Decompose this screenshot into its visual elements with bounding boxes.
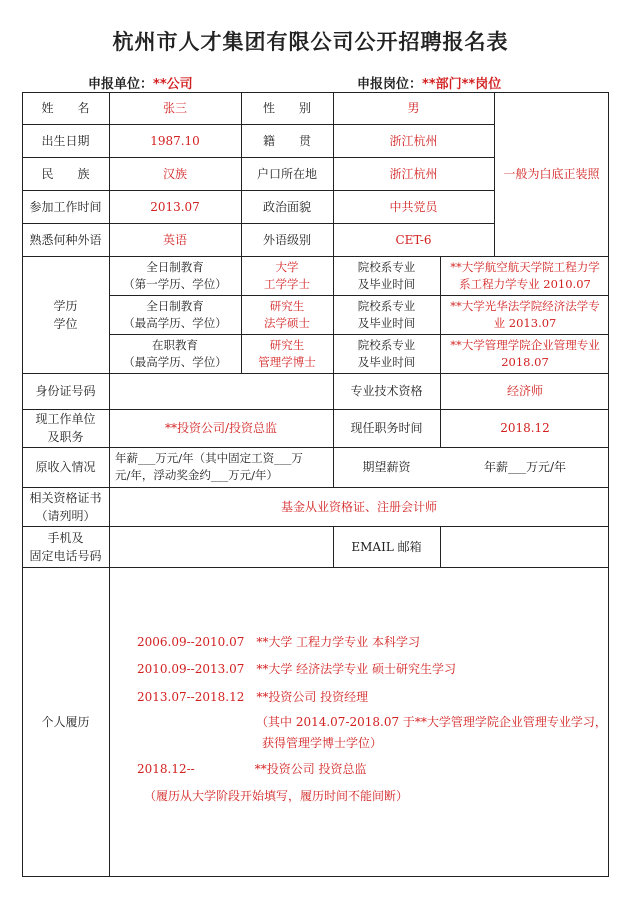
income-label: 原收入情况	[35, 460, 96, 474]
expected-value[interactable]: 年薪___万元/年	[483, 460, 567, 474]
hukou-label: 户口所在地	[256, 166, 317, 181]
id-value[interactable]	[109, 373, 333, 409]
political-value[interactable]: 中共党员	[389, 199, 438, 214]
education-label	[22, 256, 109, 373]
edu-degree-2[interactable]: 研究生 法学硕士	[264, 298, 310, 330]
origin-value[interactable]: 浙江杭州	[389, 133, 438, 148]
name-label: 姓 名	[41, 101, 90, 115]
edu-school-value-3[interactable]: **大学管理学院企业管理专业 2018.07	[450, 337, 600, 369]
photo-placeholder[interactable]: 一般为白底正装照	[503, 167, 600, 181]
cert-label: 相关资格证书 （请列明）	[29, 490, 102, 523]
edu-school-value-2[interactable]: **大学光华法学院经济法学专业 2013.07	[450, 298, 600, 330]
gender-label: 性 别	[262, 101, 311, 115]
employer-value[interactable]: **投资公司/投资总监	[164, 421, 278, 435]
language-level-label: 外语级别	[262, 232, 311, 247]
email-label: EMAIL 邮箱	[351, 539, 422, 554]
qualification-label: 专业技术资格	[350, 384, 423, 398]
education-label-line1: 学历	[53, 298, 78, 313]
resume-line: 2010.09--2013.07 **大学 经济法学专业 硕士研究生学习	[137, 662, 456, 676]
resume-line: （其中 2014.07-2018.07 于**大学管理学院企业管理专业学习，	[256, 715, 607, 729]
language-value[interactable]: 英语	[162, 232, 187, 247]
name-value[interactable]: 张三	[162, 101, 187, 115]
edu-type-1: 全日制教育 （第一学历、学位）	[123, 259, 227, 291]
work-start-value[interactable]: 2013.07	[150, 199, 200, 214]
edu-school-label-3: 院校系专业 及毕业时间	[357, 337, 416, 369]
id-label: 身份证号码	[35, 384, 96, 398]
edu-type-2: 全日制教育 （最高学历、学位）	[123, 298, 227, 330]
language-label: 熟悉何种外语	[29, 232, 102, 247]
edu-degree-3[interactable]: 研究生 管理学博士	[258, 337, 316, 369]
expected-label: 期望薪资	[362, 460, 411, 474]
ethnic-value[interactable]: 汉族	[162, 166, 187, 181]
edu-school-label-1: 院校系专业 及毕业时间	[357, 259, 416, 291]
position-time-label: 现任职务时间	[350, 421, 423, 435]
post-label: 申报岗位：	[357, 77, 423, 92]
origin-label: 籍 贯	[262, 133, 311, 148]
email-value[interactable]	[441, 526, 609, 567]
unit-value: **公司	[153, 77, 193, 92]
political-label: 政治面貌	[262, 199, 311, 214]
phone-value[interactable]	[109, 526, 333, 567]
page-title: 杭州市人才集团有限公司公开招聘报名表	[112, 30, 509, 54]
language-level-value[interactable]: CET-6	[395, 232, 432, 247]
edu-school-label-2: 院校系专业 及毕业时间	[357, 298, 416, 330]
edu-school-value-1[interactable]: **大学航空航天学院工程力学系工程力学专业 2010.07	[450, 259, 600, 291]
resume-label: 个人履历	[41, 715, 90, 729]
income-value[interactable]: 年薪___万元/年（其中固定工资___万 元/年，浮动奖金约___万元/年）	[115, 451, 303, 482]
resume-line: 2013.07--2018.12 **投资公司 投资经理	[137, 690, 369, 704]
hukou-value[interactable]: 浙江杭州	[389, 166, 438, 181]
position-time-value[interactable]: 2018.12	[500, 421, 550, 435]
edu-degree-1[interactable]: 大学 工学学士	[264, 259, 310, 291]
resume-note: （履历从大学阶段开始填写，履历时间不能间断）	[144, 789, 409, 803]
resume-line: 获得管理学博士学位）	[262, 736, 383, 750]
education-label-line2: 学位	[53, 316, 78, 331]
birth-value[interactable]: 1987.10	[150, 133, 200, 148]
work-start-label: 参加工作时间	[29, 199, 102, 214]
resume-line: 2006.09--2010.07 **大学 工程力学专业 本科学习	[137, 635, 420, 649]
qualification-value[interactable]: 经济师	[506, 384, 543, 398]
edu-type-3: 在职教育 （最高学历、学位）	[123, 337, 227, 369]
employer-label: 现工作单位 及职务	[35, 412, 96, 444]
unit-label: 申报单位：	[88, 77, 154, 92]
cert-value[interactable]: 基金从业资格证、注册会计师	[280, 499, 437, 514]
post-value: **部门**岗位	[422, 77, 502, 92]
post-field	[357, 73, 501, 92]
ethnic-label: 民 族	[41, 166, 90, 181]
unit-field	[88, 73, 193, 92]
birth-label: 出生日期	[41, 133, 90, 148]
gender-value[interactable]: 男	[407, 101, 420, 115]
resume-line: 2018.12-- **投资公司 投资总监	[137, 762, 367, 776]
phone-label: 手机及 固定电话号码	[29, 530, 102, 563]
